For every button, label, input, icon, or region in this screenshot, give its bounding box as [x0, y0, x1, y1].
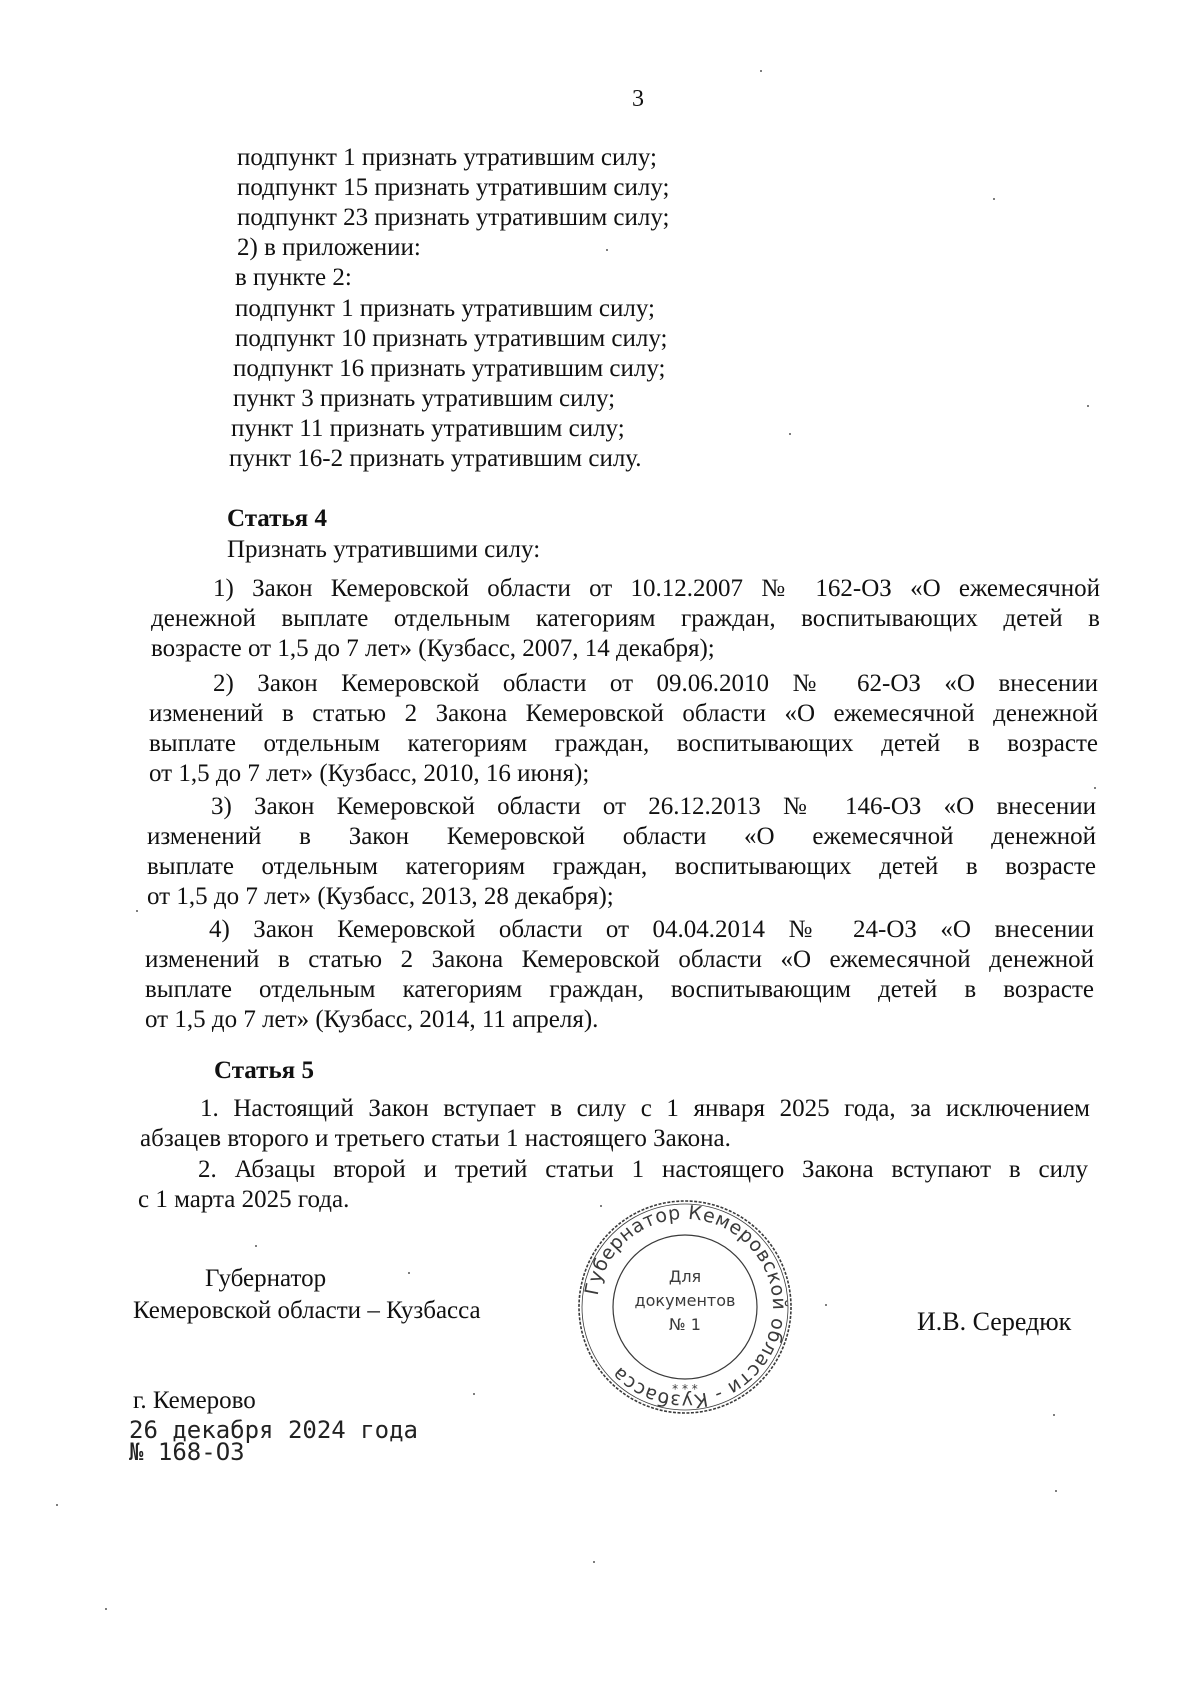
stamp-center-line: Для	[668, 1267, 702, 1286]
list-item: 2) в приложении:	[237, 234, 421, 261]
paragraph-line: от 1,5 до 7 лет» (Кузбасс, 2014, 11 апреля).	[145, 1006, 599, 1033]
scan-speck	[136, 910, 138, 912]
scan-speck	[593, 1561, 595, 1563]
list-item: подпункт 1 признать утратившим силу;	[237, 144, 657, 171]
signatory-region: Кемеровской области – Кузбасса	[133, 1297, 481, 1324]
article-heading: Статья 5	[214, 1057, 314, 1084]
scan-speck	[56, 1504, 58, 1506]
paragraph-line: 1. Настоящий Закон вступает в силу с 1 января 2025 года, за исключением	[200, 1095, 1090, 1122]
paragraph-line: изменений в Закон Кемеровской области «О ежемесячной денежной	[147, 823, 1096, 850]
paragraph-line: с 1 марта 2025 года.	[138, 1186, 350, 1213]
paragraph-line: денежной выплате отдельным категориям граждан, воспитывающих детей в	[151, 605, 1100, 632]
scan-speck	[1053, 1414, 1055, 1416]
list-item: подпункт 10 признать утратившим силу;	[235, 325, 668, 352]
list-item: в пункте 2:	[235, 264, 352, 291]
scan-speck	[1087, 405, 1089, 407]
paragraph-line: абзацев второго и третьего статьи 1 настоящего Закона.	[140, 1125, 731, 1152]
paragraph-line: 1) Закон Кемеровской области от 10.12.2007 № 162-ОЗ «О ежемесячной	[213, 575, 1100, 602]
paragraph-line: выплате отдельным категориям граждан, воспитывающим детей в возрасте	[145, 976, 1094, 1003]
list-item: пункт 11 признать утратившим силу;	[231, 415, 625, 442]
page-number: 3	[632, 86, 644, 112]
official-stamp	[575, 1197, 795, 1417]
scan-speck	[606, 249, 608, 251]
signatory-title: Губернатор	[205, 1265, 327, 1292]
paragraph-line: изменений в статью 2 Закона Кемеровской области «О ежемесячной денежной	[145, 946, 1094, 973]
list-item: подпункт 15 признать утратившим силу;	[237, 174, 670, 201]
paragraph-line: возрасте от 1,5 до 7 лет» (Кузбасс, 2007, 14 декабря);	[151, 635, 715, 662]
list-item: пункт 16-2 признать утратившим силу.	[229, 445, 642, 472]
law-number: № 168-ОЗ	[129, 1438, 245, 1466]
scan-speck	[789, 433, 791, 435]
scan-speck	[825, 1304, 827, 1306]
scan-speck	[473, 1393, 475, 1395]
paragraph-line: выплате отдельным категориям граждан, воспитывающих детей в возрасте	[149, 730, 1098, 757]
scan-speck	[105, 1608, 107, 1610]
list-item: подпункт 1 признать утратившим силу;	[235, 295, 655, 322]
stamp-center-line: документов	[634, 1291, 736, 1310]
article-intro: Признать утратившими силу:	[227, 536, 541, 563]
paragraph-line: 3) Закон Кемеровской области от 26.12.2013 № 146-ОЗ «О внесении	[211, 793, 1096, 820]
scan-speck	[255, 1245, 257, 1247]
scan-speck	[760, 70, 762, 72]
signing-date: 26 декабря 2024 года	[129, 1416, 418, 1444]
scan-speck	[1055, 1490, 1057, 1492]
paragraph-line: от 1,5 до 7 лет» (Кузбасс, 2013, 28 декабря);	[147, 883, 614, 910]
paragraph-line: 4) Закон Кемеровской области от 04.04.2014 № 24-ОЗ «О внесении	[209, 916, 1094, 943]
paragraph-line: изменений в статью 2 Закона Кемеровской области «О ежемесячной денежной	[149, 700, 1098, 727]
paragraph-line: выплате отдельным категориям граждан, воспитывающих детей в возрасте	[147, 853, 1096, 880]
scan-speck	[408, 1272, 410, 1274]
list-item: подпункт 23 признать утратившим силу;	[237, 204, 670, 231]
stamp-center-line: № 1	[669, 1315, 701, 1334]
list-item: пункт 3 признать утратившим силу;	[233, 385, 616, 412]
scan-speck	[993, 198, 995, 200]
list-item: подпункт 16 признать утратившим силу;	[233, 355, 666, 382]
article-heading: Статья 4	[227, 505, 327, 532]
paragraph-line: от 1,5 до 7 лет» (Кузбасс, 2010, 16 июня);	[149, 760, 590, 787]
paragraph-line: 2) Закон Кемеровской области от 09.06.2010 № 62-ОЗ «О внесении	[213, 670, 1098, 697]
scan-speck	[600, 1205, 602, 1207]
stamp-ring-text: Губернатор Кемеровской области - Кузбасса	[580, 1201, 791, 1413]
paragraph-line: 2. Абзацы второй и третий статьи 1 настоящего Закона вступают в силу	[198, 1156, 1088, 1183]
place-of-signing: г. Кемерово	[133, 1387, 256, 1414]
signatory-name: И.В. Середюк	[917, 1307, 1072, 1336]
stamp-stars: * * *	[672, 1382, 698, 1396]
scan-speck	[1094, 787, 1096, 789]
